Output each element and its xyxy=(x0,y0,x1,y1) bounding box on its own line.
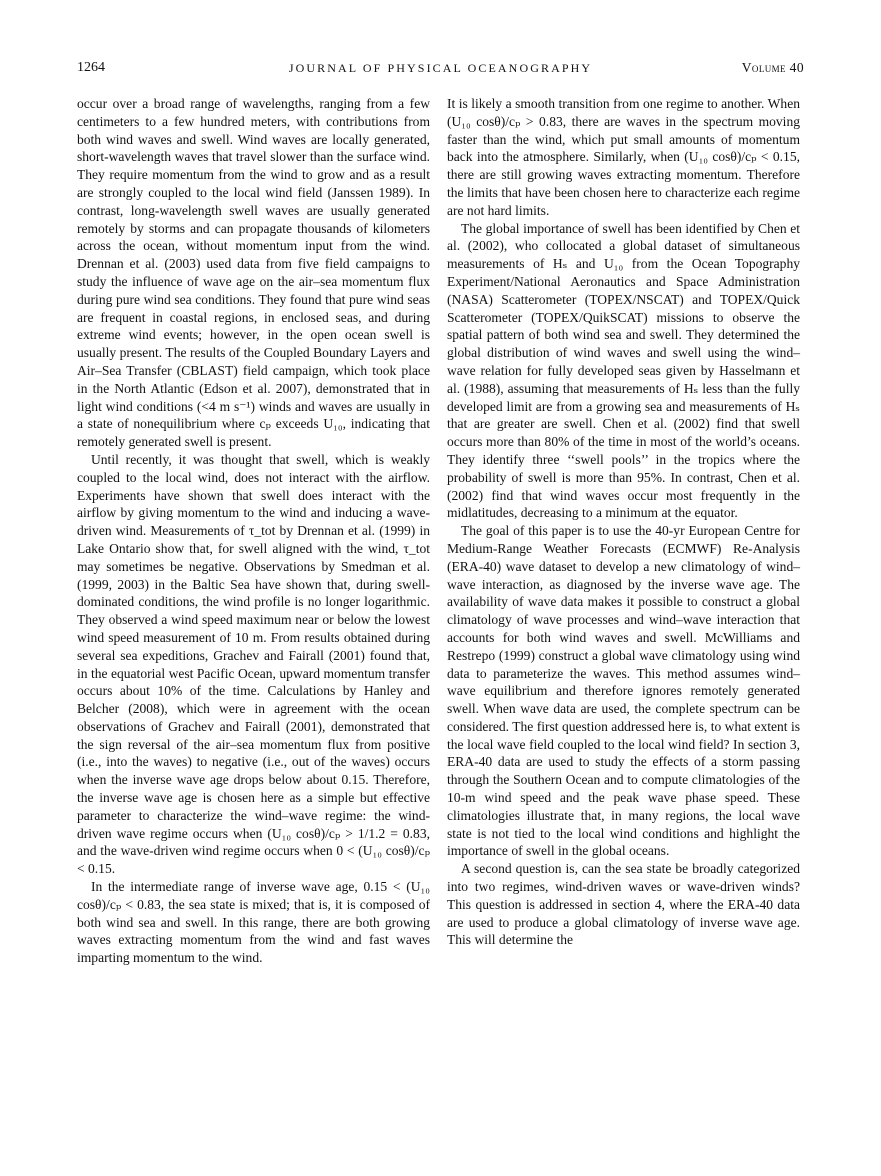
paragraph: Until recently, it was thought that swell, which is weakly coupled to the local wind, does not interact with the airflow. Experiments have shown that swell does interact with the airflow by giving momentum to the wind and inducing a wave-driven wind. Measurements of τ_tot by Drennan et al. (1999) in Lake Ontario show that, for swell aligned with the wind, τ_tot may sometimes be negative. Observations by Smedman et al. (1999, 2003) in the Baltic Sea have shown that, during swell-dominated conditions, the wind profile is no longer logarithmic. They observed a wind speed maximum near or below the lowest wind speed measurement of 10 m. From results obtained during several sea expeditions, Grachev and Fairall (2001) found that, in the equatorial west Pacific Ocean, upward momentum transfer occurs about 10% of the time. Calculations by Hanley and Belcher (2008), which were in agreement with the ocean observations of Grachev and Fairall (2001), demonstrated that the sign reversal of the air–sea momentum flux from positive (i.e., into the waves) to negative (i.e., out of the waves) occurs when the inverse wave age drops below about 0.15. Therefore, the inverse wave age is chosen here as a simple but effective parameter to characterize the wind–wave regime: the wind-driven wave regime occurs when (U₁₀ cosθ)/cₚ > 1/1.2 = 0.83, and the wave-driven wind regime occurs when 0 < (U₁₀ cosθ)/cₚ < 0.15. xyxy=(77,451,430,877)
paragraph: In the intermediate range of inverse wave age, 0.15 < (U₁₀ cosθ)/cₚ < 0.83, the sea state is mixed; that is, it is composed of both wind sea and swell. In this range, there are both growing waves extracting momentum from the wind and fast waves imparting momentum to the wind. xyxy=(77,879,430,966)
page-number: 1264 xyxy=(77,60,105,75)
running-header xyxy=(77,60,804,82)
paragraph: The global importance of swell has been identified by Chen et al. (2002), who collocated a global dataset of simultaneous measurements of Hₛ and U₁₀ from the Ocean Topography Experiment/National Aeronautics and Space Administration (NASA) Scatterometer (TOPEX/NSCAT) and TOPEX/Quick Scatterometer (TOPEX/QuikSCAT) missions to observe the spatial pattern of both wind sea and swell. They determined the global distribution of wind waves and swell using the wind–wave relation for fully developed seas given by Hasselmann et al. (1988), assuming that measurements of Hₛ less than the fully developed limit are from a growing sea and measurements of Hₛ that are greater are swell. Chen et al. (2002) find that swell occurs more than 80% of the time in most of the world’s oceans. They identify three ‘‘swell pools’’ in the tropics where the probability of swell is more than 95%. In contrast, Chen et al. (2002) find that wind waves occur most frequently in the midlatitudes, decreasing to a minimum at the equator. xyxy=(447,220,800,521)
left-column xyxy=(77,95,430,967)
volume-label xyxy=(742,60,804,76)
paragraph: occur over a broad range of wavelengths, ranging from a few centimeters to a few hundred meters, with contributions from both wind waves and swell. Wind waves are locally generated, short-wavelength waves that travel slower than the surface wind. They require momentum from the wind to grow and as a result are strongly coupled to the local wind field (Janssen 1989). In contrast, long-wavelength swell waves are usually generated remotely by storms and can propagate thousands of kilometers across the ocean, without momentum input from the wind. Drennan et al. (2003) used data from five field campaigns to study the influence of wave age on the air–sea momentum flux during pure wind sea conditions. They found that pure wind seas are frequent in coastal regions, in enclosed seas, and during extreme wind events; however, in the open ocean swell is usually present. The results of the Coupled Boundary Layers and Air–Sea Transfer (CBLAST) field campaign, which took place in the North Atlantic (Edson et al. 2007), demonstrated that in light wind conditions (<4 m s⁻¹) winds and waves are usually in a state of nonequilibrium where cₚ exceeds U₁₀, indicating that remotely generated swell is present. xyxy=(77,96,430,450)
volume-text: Volume 40 xyxy=(741,60,804,75)
paragraph: The goal of this paper is to use the 40-yr European Centre for Medium-Range Weather Forecasts (ECMWF) Re-Analysis (ERA-40) wave dataset to develop a new climatology of wind–wave interaction, as diagnosed by the inverse wave age. The availability of wave data makes it possible to construct a global climatology of wave processes and wind–wave interaction that accounts for both wind waves and swell. McWilliams and Restrepo (1999) construct a global wave climatology using wind data to parameterize the waves. This method assumes wind–wave equilibrium and therefore ignores remotely generated swell. When wave data are used, the complete spectrum can be considered. The first question addressed here is, to what extent is the local wave field coupled to the local wind field? In section 3, ERA-40 data are used to study the effects of a storm passing through the Southern Ocean and to compute climatologies of the 10-m wind speed and the peak wave phase speed. These climatologies illustrate that, in many regions, the local wave state is not tied to the local wind conditions and highlight the importance of swell in the global oceans. xyxy=(447,523,800,859)
paragraph: It is likely a smooth transition from one regime to another. When (U₁₀ cosθ)/cₚ > 0.83, there are waves in the spectrum moving faster than the wind, which put small amounts of momentum back into the atmosphere. Similarly, when (U₁₀ cosθ)/cₚ < 0.15, there are still growing waves extracting momentum. Therefore the limits that have been chosen here to characterize each regime are not hard limits. xyxy=(447,96,800,218)
journal-title: JOURNAL OF PHYSICAL OCEANOGRAPHY xyxy=(288,61,593,75)
paragraph: A second question is, can the sea state be broadly categorized into two regimes, wind-driven waves or wave-driven winds? This question is addressed in section 4, where the ERA-40 data are used to produce a global climatology of inverse wave age. This will determine the xyxy=(447,861,800,948)
right-column xyxy=(447,95,800,949)
